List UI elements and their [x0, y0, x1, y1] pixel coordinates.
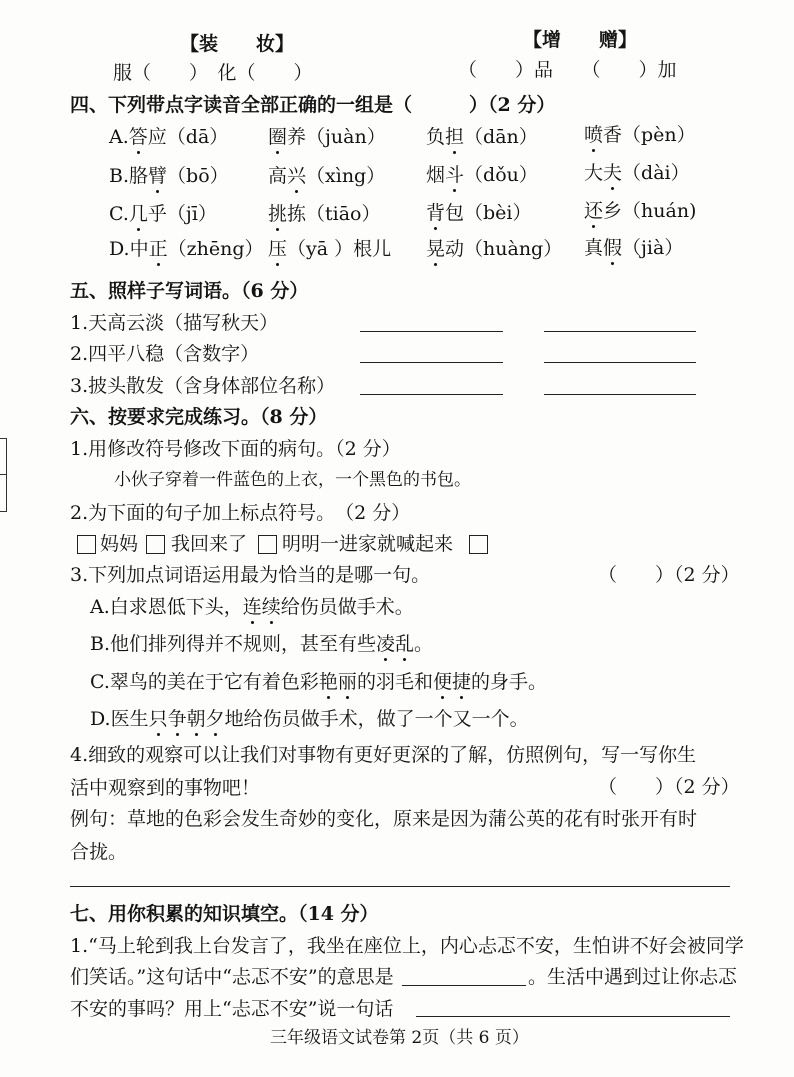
binding-margin-divider [0, 474, 7, 475]
q7-title: 七、用你积累的知识填空。（14 分） [70, 903, 379, 925]
punctuation-box-1[interactable] [77, 535, 96, 554]
q7-line-1: 1.“马上轮到我上台发言了，我坐在座位上，内心忐忑不安，生怕讲不好会被同学 [70, 935, 744, 957]
q5-item-1: 1.天高云淡（描写秋天） [70, 312, 279, 334]
q4-title: 四、下列带点字读音全部正确的一组是（ ）（2 分） [70, 94, 556, 116]
q7-line-2b: 。生活中遇到过让你忐忑 [528, 966, 738, 988]
q6-sub4-line2: 活中观察到的事物吧！ [70, 777, 261, 799]
q5-answer-2a[interactable] [360, 362, 503, 363]
q4-a2: 圈养（juàn） [268, 126, 386, 148]
q6-sub1-title: 1.用修改符号修改下面的病句。（2 分） [70, 438, 401, 460]
q4-b4: 大夫（dài） [584, 162, 690, 184]
header-row-right: （ ）品 （ ）加 [458, 59, 677, 81]
q7-meaning-answer[interactable] [402, 985, 526, 986]
q6-sub3-option-c: C.翠鸟的美在于它有着色彩艳丽的羽毛和便捷的身手。 [90, 671, 547, 693]
punctuation-box-4[interactable] [469, 535, 488, 554]
q6-sub1-sentence: 小伙子穿着一件蓝色的上衣，一个黑色的书包。 [114, 470, 471, 490]
q5-answer-3a[interactable] [360, 394, 503, 395]
page-footer: 三年级语文试卷第 2页（共 6 页） [270, 1028, 529, 1048]
q6-sub2-part-3: 明明一进家就喊起来 [282, 533, 454, 555]
q4-b2: 高兴（xìng） [268, 165, 386, 187]
q6-sub3-score[interactable]: （ ）（2 分） [598, 564, 740, 586]
q4-a1: A.答应（dā） [109, 126, 229, 148]
binding-label: 【装 妆】 [180, 33, 295, 55]
q5-item-2: 2.四平八稳（含数字） [70, 343, 260, 365]
q6-sub4-example-2: 合拢。 [70, 841, 128, 863]
q4-d4: 真假（jià） [584, 237, 684, 259]
q5-answer-2b[interactable] [544, 362, 696, 363]
q5-item-3: 3.披头散发（含身体部位名称） [70, 375, 336, 397]
q4-c3: 背包（bèi） [426, 202, 532, 224]
header-row-left: 服（ ） 化（ ） [113, 62, 313, 84]
binding-margin-mark [0, 438, 7, 512]
gift-label: 【增 赠】 [523, 29, 638, 51]
q6-sub2-part-1: 妈妈 [100, 533, 139, 555]
q4-b3: 烟斗（dǒu） [426, 164, 538, 186]
q4-d3: 晃动（huàng） [426, 238, 563, 260]
q4-c4: 还乡（huán) [584, 200, 697, 222]
q4-a3: 负担（dān） [426, 126, 538, 148]
q6-sub4-score[interactable]: （ ）（2 分） [598, 776, 740, 798]
q7-line-3: 不安的事吗？用上“忐忑不安”说一句话 [70, 998, 394, 1020]
q5-title: 五、照样子写词语。（6 分） [70, 280, 309, 302]
q6-sub2-part-2: 我回来了 [171, 533, 248, 555]
punctuation-box-3[interactable] [258, 535, 277, 554]
q4-c1: C.几乎（jī） [109, 203, 217, 225]
q6-sub3-title: 3.下列加点词语运用最为恰当的是哪一句。 [70, 564, 431, 586]
q4-a4: 喷香（pèn） [584, 124, 696, 146]
q6-sub4-answer-line[interactable] [70, 886, 730, 887]
q5-answer-1b[interactable] [544, 331, 696, 332]
q6-title: 六、按要求完成练习。（8 分） [70, 406, 328, 428]
q5-answer-1a[interactable] [360, 331, 503, 332]
q7-line-2a: 们笑话。”这句话中“忐忑不安”的意思是 [70, 966, 394, 988]
q4-b1: B.胳臂（bō） [109, 165, 229, 187]
q6-sub3-option-b: B.他们排列得并不规则，甚至有些凌乱。 [90, 633, 434, 655]
q6-sub4-example-1: 例句：草地的色彩会发生奇妙的变化，原来是因为蒲公英的花有时张开有时 [70, 808, 698, 830]
q4-d1: D.中正（zhēng） [109, 238, 264, 260]
q6-sub3-option-a: A.白求恩低下头，连续给伤员做手术。 [90, 596, 414, 618]
q6-sub4-line1: 4.细致的观察可以让我们对事物有更好更深的了解，仿照例句，写一写你生 [70, 744, 697, 766]
q5-answer-3b[interactable] [544, 394, 696, 395]
q6-sub3-option-d: D.医生只争朝夕地给伤员做手术，做了一个又一个。 [90, 708, 529, 730]
q4-c2: 挑拣（tiāo） [268, 203, 381, 225]
q7-sentence-answer[interactable] [416, 1016, 730, 1017]
q4-d2: 压（yā ）根儿 [268, 238, 392, 260]
punctuation-box-2[interactable] [146, 535, 165, 554]
q6-sub2-title: 2.为下面的句子加上标点符号。 （2 分） [70, 502, 411, 524]
